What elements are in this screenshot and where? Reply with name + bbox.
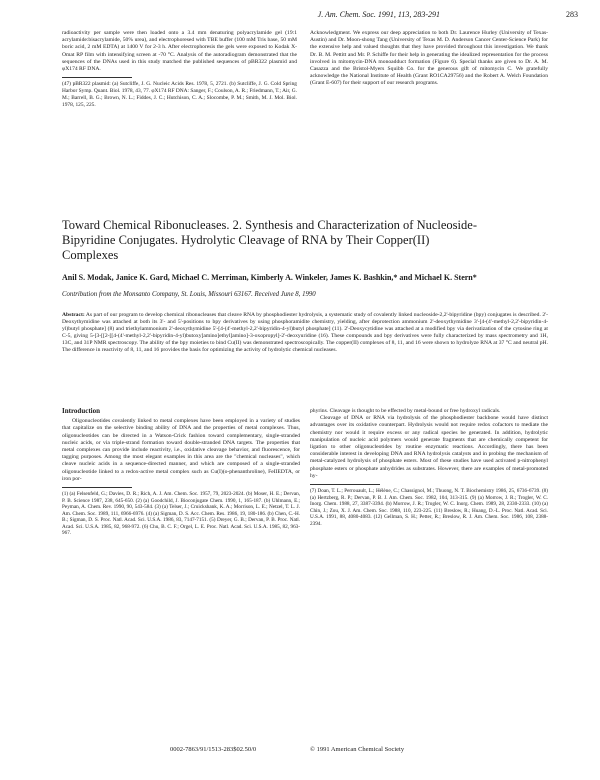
article-authors: Anil S. Modak, Janice K. Gard, Michael C. Merriman, Kimberly A. Winkeler, James K. Bashkin,* and Michael K. Stern* [62, 273, 477, 282]
acknowledgment-block [310, 30, 548, 88]
references-rule-right [310, 484, 380, 485]
footnote-rule [62, 77, 132, 78]
abstract-label: Abstract: [62, 312, 85, 318]
article-header [62, 218, 482, 298]
abstract-text: As part of our program to develop chemical ribonucleases that cleave RNA by phosphodiester hydrolysis, a systematic study of covalently linked nucleoside-2,2'-bipyridine (bpy) conjugates is described. 2'-Deoxythymidine was attached at both its 3'- and 5'-positions to bpy derivatives by using phosphoramidite chemistry, yielding, after deprotection ammonium 2'-deoxythymidine 3'-[4-(4'-methyl-2,2'-bipyridin-4-yl)butyl phosphate] (8) and triethylammonium 2'-deoxythymidine 5'-[4-(4'-methyl-2,2'-bipyridin-4-yl)butyl phosphate] (11). 2'-Deoxycytidine was attached at a modified bpy via derivatization of the cytosine ring at C-5, giving 5-[3-[[2-[[4-(4'-methyl-2,2'-bipyridin-4-yl)butoxy]amino]ethyl]amino]-3-oxopropyl]-2'-deoxyuridine (16). These compounds and bpy derivatives were fully characterized by mass spectrometry and 1H, 13C, and 31P NMR spectroscopy. The ability of the bpy moieties to bind Cu(II) was demonstrated spectroscopically. The copper(II) complexes of 8, 11, and 16 were shown to hydrolyze RNA at 37 °C and neutral pH. The difference in reactivity of 8, 11, and 16 provides the basis for optimizing the activity of hydrolytic chemical nucleases. [62, 312, 548, 353]
references-right [310, 488, 548, 527]
introduction-paragraph: Oligonucleotides covalently linked to metal complexes have been employed in a variety of studies that capitalize on the selective binding ability of DNA and the properties of metal complexes. Thus, oligonucleotides can be directed in a Watson-Crick fashion toward complementary, single-stranded nucleic acids, or via triple-strand formation toward double-stranded DNA targets. The properties that metal complexes can provide include reactivity, i.e., oxidative cleavage behavior, and fluorescence, for tagging purposes. Among the most elegant examples in this area are the "chemical nucleases", which cleave nucleic acids in a sequence-directed manner, and which are composed of a single-stranded oligonucleotide linked to a redox-active metal complex such as Cu(I)(o-phenanthroline), FeIIEDTA, or iron por- [62, 418, 300, 482]
copyright-notice: © 1991 American Chemical Society [310, 746, 405, 753]
abstract [62, 312, 548, 354]
article-affiliation: Contribution from the Monsanto Company, St. Louis, Missouri 63167. Received June 8, 1990 [62, 291, 316, 298]
references-rule [62, 487, 132, 488]
experimental-paragraph: radioactivity per sample were then loaded onto a 3.4 mm denaturing polyacrylamide gel (19:1 acrylamide:bisacrylamide, 50% urea), and electrophoresed with TBE buffer (100 mM Tris base, 50 mM boric acid, 2 mM EDTA) at 1400 V for 2-3 h. After electrophoresis the gels were exposed to Kodak X-Omat RP film with intensifying screen at -70 °C. Analysis of the autoradiogram demonstrated that the sequences of the DNAs used in this study matched the published sequences of pBR322 plasmid and φX174 RF DNA. [62, 30, 297, 73]
journal-citation: J. Am. Chem. Soc. 1991, 113, 283-291 [317, 10, 440, 19]
reference-list-right: (7) Doan, T. L.; Perrouault, L.; Hélène, C.; Chassignol, M.; Thuong, N. T. Biochemistry 1986, 25, 6736-6739. (8) (a) Hertzberg, R. P.; Dervan, P. B. J. Am. Chem. Soc. 1982, 104, 313-315. (9) (a) Morrow, J. R.; Trogler, W. C. Inorg. Chem. 1988, 27, 3387-3394. (b) Morrow, J. R.; Trogler, W. C. Inorg. Chem. 1989, 28, 2330-2333. (10) (a) Chin, J.; Zou, X. J. Am. Chem. Soc. 1988, 110, 223-225. (11) Breslow, R.; Huang, D.-L. Proc. Natl. Acad. Sci. U.S.A. 1991, 88, 4080-4083. (12) Gellman, S. H.; Petter, R.; Breslow, R. J. Am. Chem. Soc. 1986, 108, 2388-2394. [310, 488, 548, 527]
page-number: 283 [566, 10, 578, 19]
footnote-47: (47) pBR322 plasmid: (a) Sutcliffe, J. G. Nucleic Acids Res. 1978, 5, 2721. (b) Sutcliffe, J. G. Cold Spring Harbor Symp. Quant. Biol. 1978, 43, 77. φX174 RF DNA: Sanger, F.; Coulson, A. R.; Friedmann, T.; Air, G. M.; Barrell, B. G.; Brown, N. L.; Fiddes, J. C.; Hutchison, C. A.; Slocombe, P. M.; Smith, M. J. Mol. Biol. 1978, 125, 225. [62, 81, 297, 108]
body-paragraph-continued: phyrins. Cleavage is thought to be effected by metal-bound or free hydroxyl radicals. [310, 408, 501, 414]
body-paragraph-hydrolysis: Cleavage of DNA or RNA via hydrolysis of the phosphodiester backbone would have distinct advantages over its oxidative counterpart. Hydrolysis would not require redox cofactors to mediate the chemistry nor would it require excess or any radical species be generated. In addition, hydrolytic manipulation of nucleic acid polymers would generate fragments that are chemically competent for ligation to other oligonucleotides by routine enzymatic reactions. Accordingly, there has been considerable interest in developing DNA and RNA hydrolysis catalysts and in probing the mechanism of metal-catalyzed hydrolysis of phosphate esters. Most of these studies have used activated p-nitrophenyl phosphate esters or phosphate anhydrides as substrates. However, there are examples of metal-promoted hy- [310, 415, 548, 479]
previous-article-end [62, 30, 297, 108]
acknowledgment-text: Acknowledgment. We express our deep appreciation to both Dr. Laurence Hurley (University of Texas-Austin) and Dr. Moon-shong Tang (University of Texas M. D. Anderson Cancer Center-Science Park) for the extensive help and valued thoughts that they have provided throughout this investigation. We thank Dr. B. M. Pettitt and Mr. P. Schiffe for their help in generating the idealized representation for the process involved in mitomycin-DNA monoadduct formation (Figure 6). Special thanks are given to Dr. A. M. Casazza and the Bristol-Myers Squibb Co. for the generous gift of mitomycin C. We gratefully acknowledge the National Institute of Health (Grant RO1CA29756) and the Robert A. Welch Foundation (Grant E-607) for their support of our research programs. [310, 30, 548, 87]
section-heading-introduction: Introduction [62, 407, 100, 415]
body-column-left [62, 408, 300, 537]
running-head [0, 10, 600, 24]
article-title: Toward Chemical Ribonucleases. 2. Synthesis and Characterization of Nucleoside-Bipyridine Conjugates. Hydrolytic Cleavage of RNA by Their Copper(II) Complexes [62, 218, 477, 262]
issn-code: 0002-7863/91/1513-283$02.50/0 [170, 746, 257, 753]
body-column-right [310, 408, 548, 527]
reference-list-left: (1) (a) Felsenfeld, G.; Davies, D. R.; Rich, A. J. Am. Chem. Soc. 1957, 79, 2023-2024. (b) Moser, H. E.; Dervan, P. B. Science 1987, 238, 645-650. (2) (a) Goodchild, J. Bioconjugate Chem. 1990, 1, 165-187. (b) Uhlmann, E.; Peyman, A. Chem. Rev. 1990, 90, 543-584. (3) (a) Telser, J.; Cruickshank, K. A.; Morrison, L. E.; Netzel, T. L. J. Am. Chem. Soc. 1989, 111, 6966-6976. (4) (a) Sigman, D. S. Acc. Chem. Res. 1986, 19, 180-186. (b) Chen, C.-H. B.; Sigman, D. S. Proc. Natl. Acad. Sci. U.S.A. 1986, 83, 7147-7151. (5) Dreyer, G. B.; Dervan, P. B. Proc. Natl. Acad. Sci. U.S.A. 1985, 82, 968-972. (6) Chu, B. C. F.; Orgel, L. E. Proc. Natl. Acad. Sci. U.S.A. 1985, 82, 963-967. [62, 491, 300, 537]
references-left [62, 491, 300, 537]
